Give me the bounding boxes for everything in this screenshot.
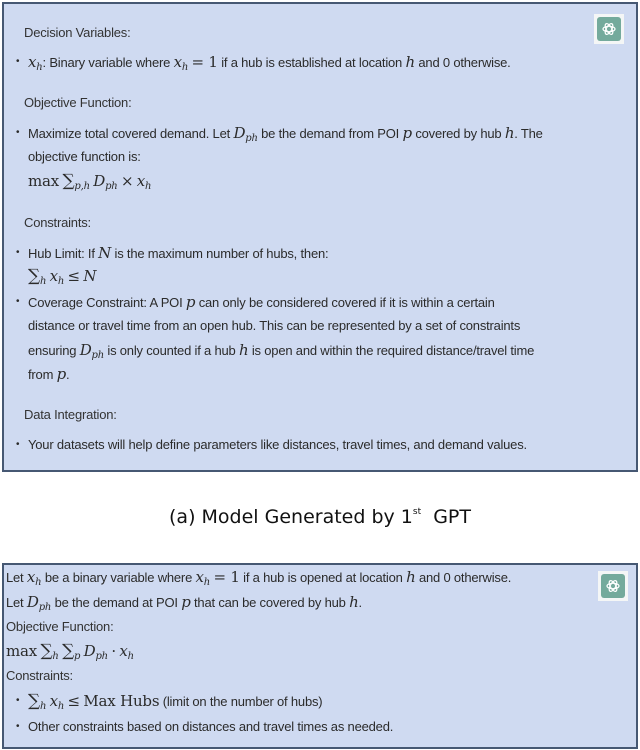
hub-limit-constraint: • Hub Limit: If N is the maximum number of hubs, then: [28, 244, 328, 263]
coverage-constraint-line3: ensuring $D_{ph}$ is only counted if a hub h is open and within the required distance/travel time [28, 341, 535, 361]
decision-variable-item: • $x_h$: Binary variable where $x_h = 1$ if a hub is established at location h and 0 otherwise. [28, 53, 511, 77]
coverage-constraint-line4: from p. [28, 365, 70, 383]
objective-formula: $\max \sum_h$ $\sum_p$ $D_{ph} \cdot x_h$ [6, 641, 134, 662]
hub-limit-formula: $\sum_h$ $x_h \le N$ [28, 266, 97, 287]
objective-function-heading: Objective Function: [6, 619, 114, 634]
coverage-constraint-line2: distance or travel time from an open hub. This can be represented by a set of constraints [28, 318, 521, 333]
variable-definition-line: Let $x_h$ be a binary variable where $x_h = 1$ if a hub is opened at location h and 0 otherwise. [6, 568, 512, 588]
demand-definition-line: Let $D_{ph}$ be the demand at POI p that can be covered by hub h. [6, 593, 362, 613]
data-integration-heading: Data Integration: [24, 407, 117, 422]
coverage-constraint-line1: • Coverage Constraint: A POI p can only be considered covered if it is within a certain [28, 293, 495, 312]
max-hubs-constraint: • $\sum_h$ $x_h$ ≤ Max Hubs (limit on the number of hubs) [28, 692, 322, 716]
constraints-heading: Constraints: [24, 215, 91, 230]
chatgpt-logo-icon [598, 571, 628, 601]
other-constraints-item: • Other constraints based on distances and travel times as needed. [28, 718, 393, 736]
model-panel-first-gpt [2, 2, 638, 472]
objective-description-line1: • Maximize total covered demand. Let $D_{ph}$ be the demand from POI p covered by hub h. The [28, 124, 543, 148]
objective-description-line2: objective function is: [28, 149, 141, 164]
chatgpt-logo-icon [594, 14, 624, 44]
decision-variables-heading: Decision Variables: [24, 25, 131, 40]
objective-formula: $\max \sum_{p,h}$ $D_{ph} \times x_h$ [28, 171, 152, 192]
objective-function-heading: Objective Function: [24, 95, 132, 110]
model-panel-second-gpt [2, 563, 638, 749]
constraints-heading: Constraints: [6, 668, 73, 683]
figure-caption: (a) Model Generated by 1st GPT [169, 506, 471, 528]
data-integration-item: • Your datasets will help define parameters like distances, travel times, and demand values. [28, 436, 527, 454]
